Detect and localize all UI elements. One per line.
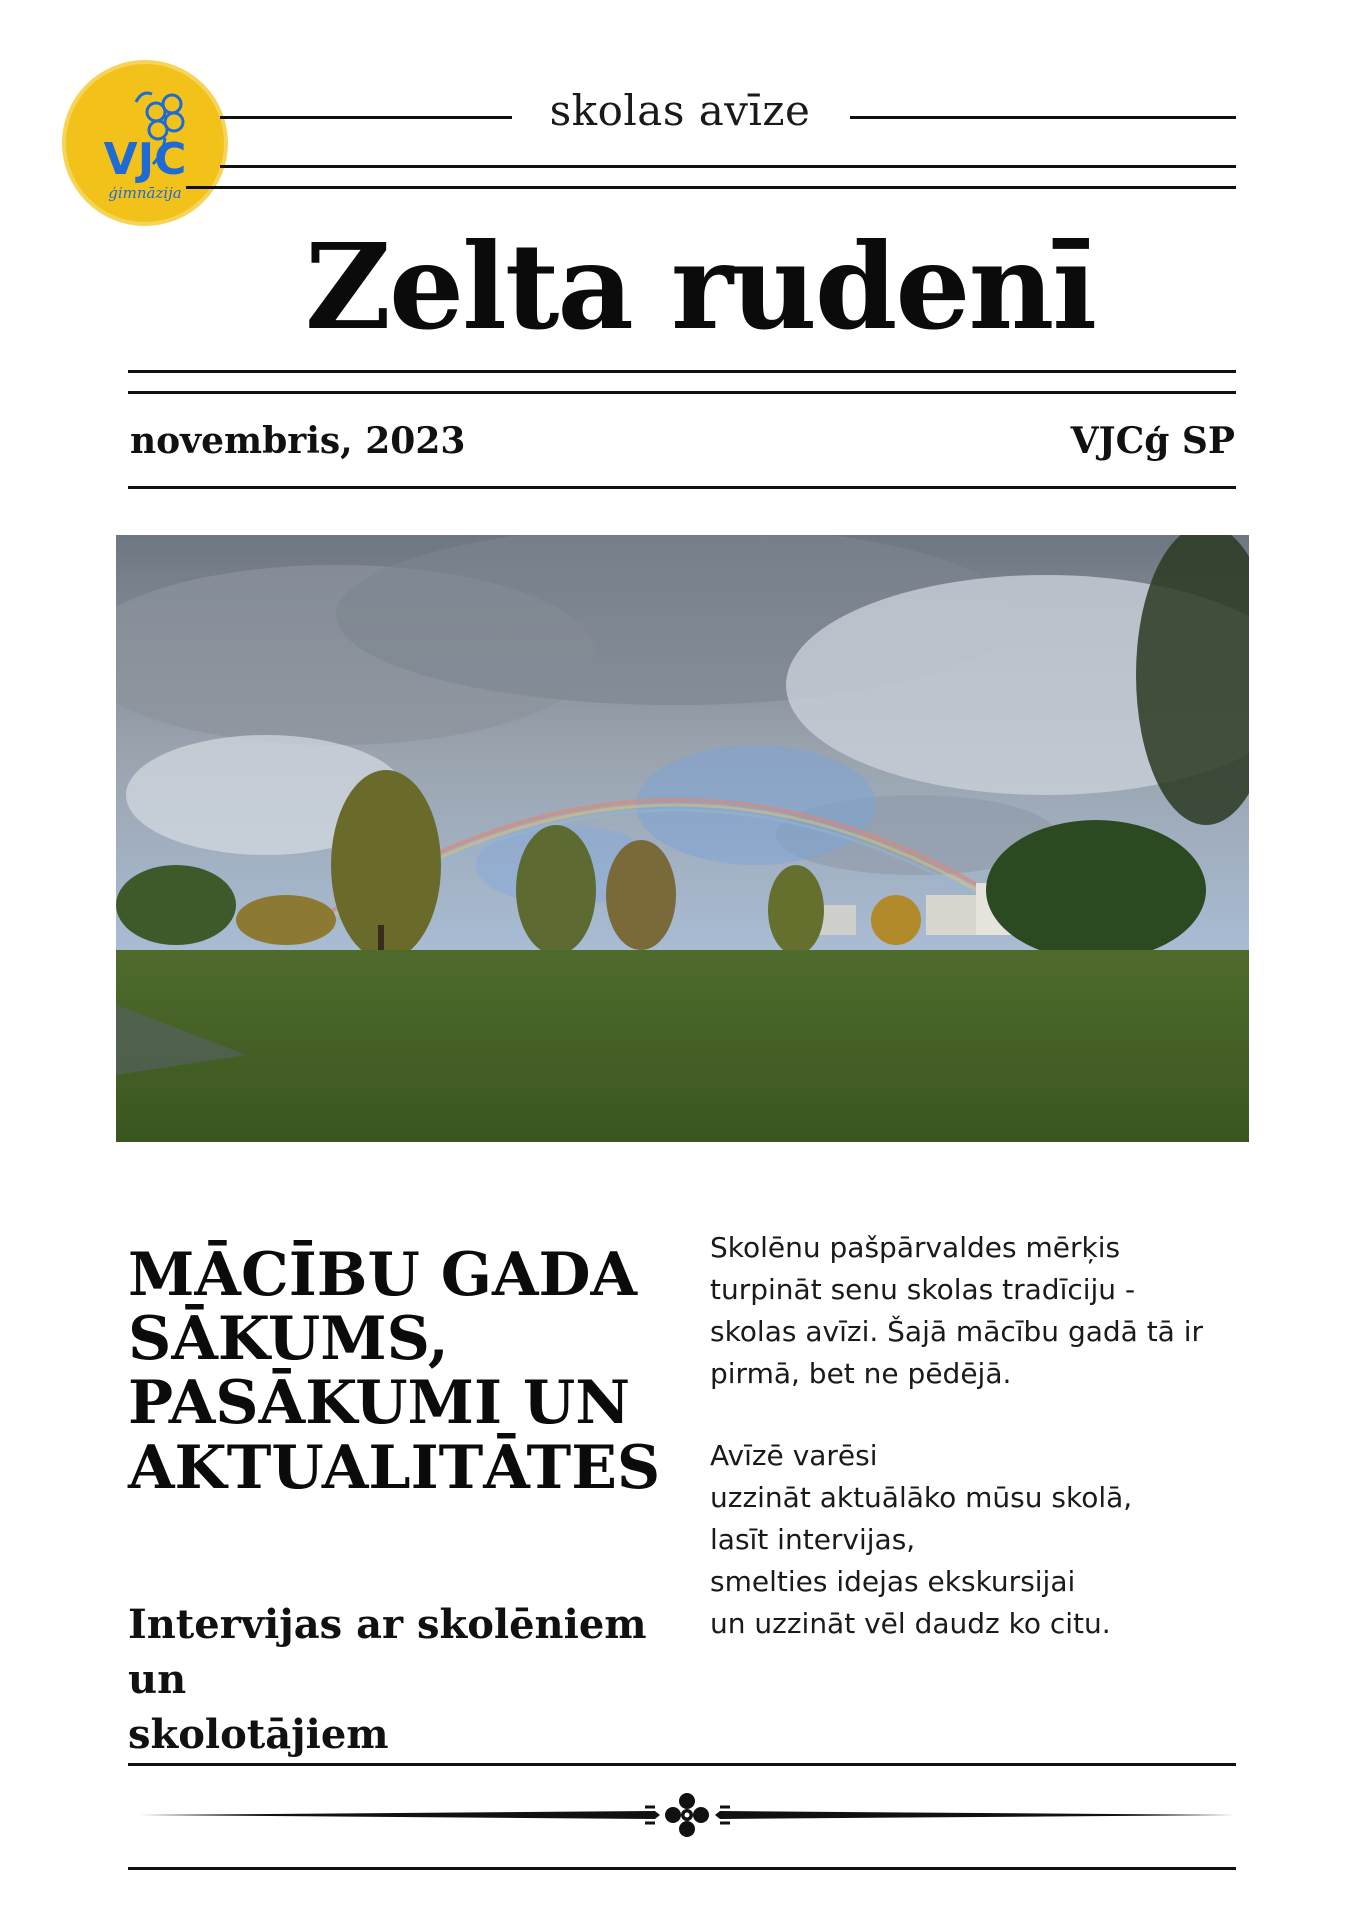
intro-line: lasīt intervijas, [710, 1523, 916, 1556]
flower-icon [66, 64, 224, 222]
title-line: SĀKUMS, [128, 1304, 449, 1375]
intro-line: Skolēnu pašpārvaldes mērķis [710, 1231, 1121, 1264]
title-line: PASĀKUMI UN [128, 1368, 631, 1439]
subtitle-line: skolotājiem [128, 1711, 389, 1759]
ornament-divider [140, 1785, 1235, 1845]
section-title [128, 1240, 668, 1503]
divider [128, 370, 1236, 373]
divider [850, 116, 1236, 119]
intro-line: uzzināt aktuālāko mūsu skolā, [710, 1481, 1133, 1514]
title-line: MĀCĪBU GADA [128, 1240, 638, 1310]
logo-subtext: ģimnāzija [108, 184, 182, 202]
title-line: AKTUALITĀTES [128, 1432, 661, 1503]
logo-text: VJC [103, 134, 187, 185]
divider [128, 1867, 1236, 1870]
cover-photo [116, 535, 1249, 1142]
divider [186, 186, 1236, 189]
section-subtitle [128, 1597, 668, 1763]
intro-line: turpināt senu skolas tradīciju - [710, 1273, 1136, 1306]
intro-line: skolas avīzi. Šajā mācību gadā tā ir [710, 1315, 1204, 1348]
issue-date: novembris, 2023 [130, 420, 466, 462]
kicker: skolas avīze [549, 86, 811, 135]
publisher: VJCģ SP [1070, 420, 1235, 462]
divider [128, 486, 1236, 489]
intro-line: pirmā, bet ne pēdējā. [710, 1357, 1012, 1390]
page-title: Zelta rudenī [304, 217, 1096, 356]
intro-line: Avīzē varēsi [710, 1439, 878, 1472]
intro-line: un uzzināt vēl daudz ko citu. [710, 1607, 1111, 1640]
school-logo [62, 60, 228, 226]
divider [128, 391, 1236, 394]
divider [128, 1763, 1236, 1766]
divider [220, 165, 1236, 168]
subtitle-line: Intervijas ar skolēniem un [128, 1601, 647, 1704]
fleuron-icon [665, 1793, 709, 1837]
intro-line: smelties idejas ekskursijai [710, 1565, 1076, 1598]
divider [220, 116, 512, 119]
intro-text [710, 1227, 1270, 1645]
